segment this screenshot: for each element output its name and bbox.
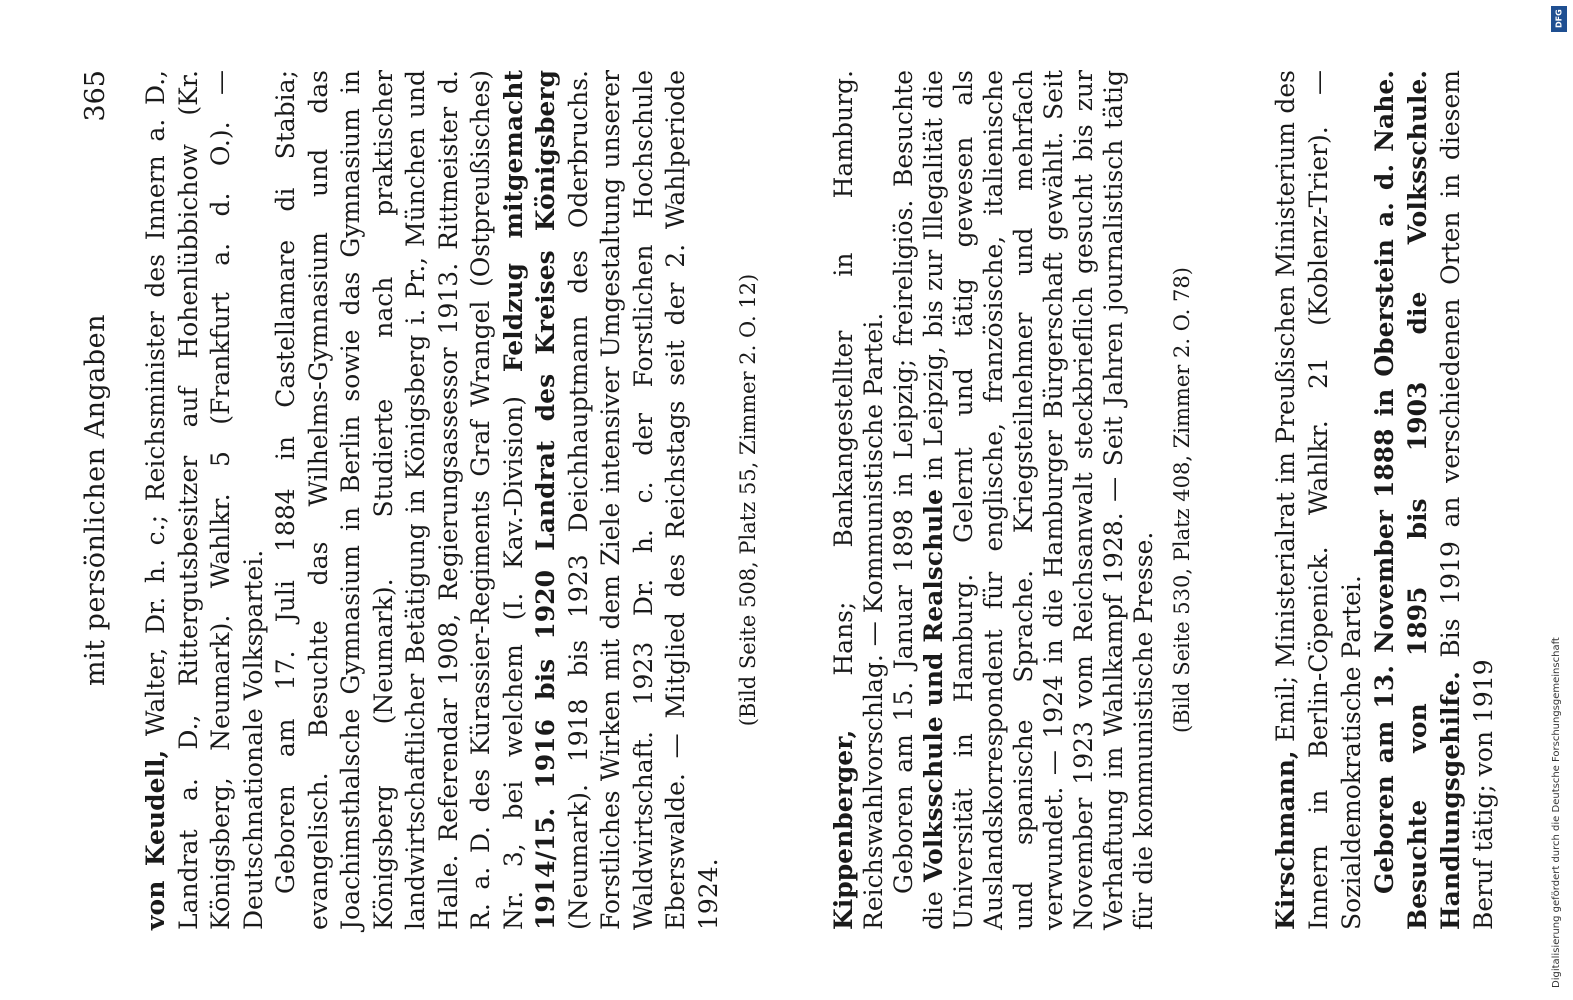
picture-reference: (Bild Seite 508, Platz 55, Zimmer 2. O. 12) — [736, 273, 760, 727]
entry-heading — [829, 70, 889, 930]
member-name: Kippenberger, — [829, 729, 858, 930]
bio-text-bold: Feldzug mitgemacht 1914/15. 1916 bis 1920 Landrat des Kreises Königsberg — [498, 70, 560, 930]
picture-reference: (Bild Seite 530, Platz 408, Zimmer 2. O. 78) — [1170, 267, 1194, 733]
bio-text: Geboren am 15. Januar 1898 in Leipzig; freireligiös. Besuchte die — [889, 70, 948, 930]
biography — [889, 70, 1159, 930]
member-details: Walter, Dr. h. c.; Reichsminister des Innern a. D., Landrat a. D., Rittergutsbesitzer auf Hohenlübbichow (Kr. Königsberg, Neumark). Wahlkr. 5 (Frankfurt a. d. O.). — Deutschnationale Volkspartei. — [141, 70, 268, 930]
body-text — [140, 70, 1500, 930]
bio-text: (Neumark). 1918 bis 1923 Deichhauptmann des Oderbruchs. Forstliches Wirken mit dem Ziele intensiver Umgestaltung unserer Waldwirtschaft. 1923 Dr. h. c. der Forstlichen Hochschule Eberswalde. — Mitglied des Reichstags seit der 2. Wahlperiode 1924. — [563, 70, 723, 930]
dfg-logo-icon: DFG — [1551, 6, 1567, 32]
member-details: Hans; Bankangestellter in Hamburg. Reichswahlvorschlag. — Kommunistische Partei. — [829, 70, 888, 930]
spacer — [763, 70, 829, 930]
spacer — [1197, 70, 1269, 930]
bio-text-bold: Volksschule und Realschule — [919, 489, 948, 883]
entry-kirschmann — [1269, 70, 1500, 930]
member-name: Kirschmann, — [1271, 750, 1300, 930]
bio-text: in Leipzig, bis zur Illegalität die Universität in Hamburg. Gelernt und tätig gewesen als Auslandskorrespondent für englische, französische, italienische und spanische Sprache. Kriegsteilnehmer und mehrfach verwundet. — 1924 in die Hamburger Bürgerschaft gewählt. Seit November 1923 vom Reichsanwalt steckbrieflich gesucht bis zur Verhaftung im Wahlkampf 1928. — Seit Jahren journalistisch tätig für die kommunistische Presse. — [919, 70, 1158, 930]
dfg-sidebar — [1551, 6, 1567, 996]
running-title: mit persönlichen Angaben — [80, 314, 111, 686]
funding-note: Digitalisierung gefördert durch die Deutsche Forschungsgemeinschaft — [1551, 637, 1562, 988]
entry-heading — [1269, 70, 1368, 930]
bio-text: Bis 1919 an verschiedenen Orten in diesem Beruf tätig; von 1919 — [1436, 70, 1498, 930]
page-number: 365 — [80, 70, 111, 122]
biography — [1368, 70, 1500, 930]
running-head — [80, 70, 120, 930]
entry-heading — [140, 70, 270, 930]
member-details: Emil; Ministerialrat im Preußischen Ministerium des Innern in Berlin-Cöpenick. Wahlkr. 21 (Koblenz-Trier). — Sozialdemokratische Partei. — [1271, 70, 1366, 930]
entry-keudell — [140, 70, 763, 930]
bio-text: Geboren am 17. Juli 1884 in Castellamare di Stabia; evangelisch. Besuchte das Wilhelms-Gymnasium und das Joachimsthalsche Gymnasium in Berlin sowie das Gymnasium in Königsberg (Neumark). Studierte nach praktischer landwirtschaftlicher Betätigung in Königsberg i. Pr., München und Halle. Referendar 1908, Regierungsassessor 1913. Rittmeister d. R. a. D. des Kürassier-Regiments Graf Wrangel (Ostpreußisches) Nr. 3, bei welchem (I. Kav.-Division) — [271, 70, 528, 930]
bio-text-bold: Geboren am 13. November 1888 in Oberstein a. d. Nahe. Besuchte von 1895 bis 1903 die Volksschule. Handlungsgehilfe. — [1370, 70, 1465, 930]
member-name: von Keudell, — [141, 749, 170, 930]
biography — [270, 70, 725, 930]
entry-kippenberger — [829, 70, 1197, 930]
